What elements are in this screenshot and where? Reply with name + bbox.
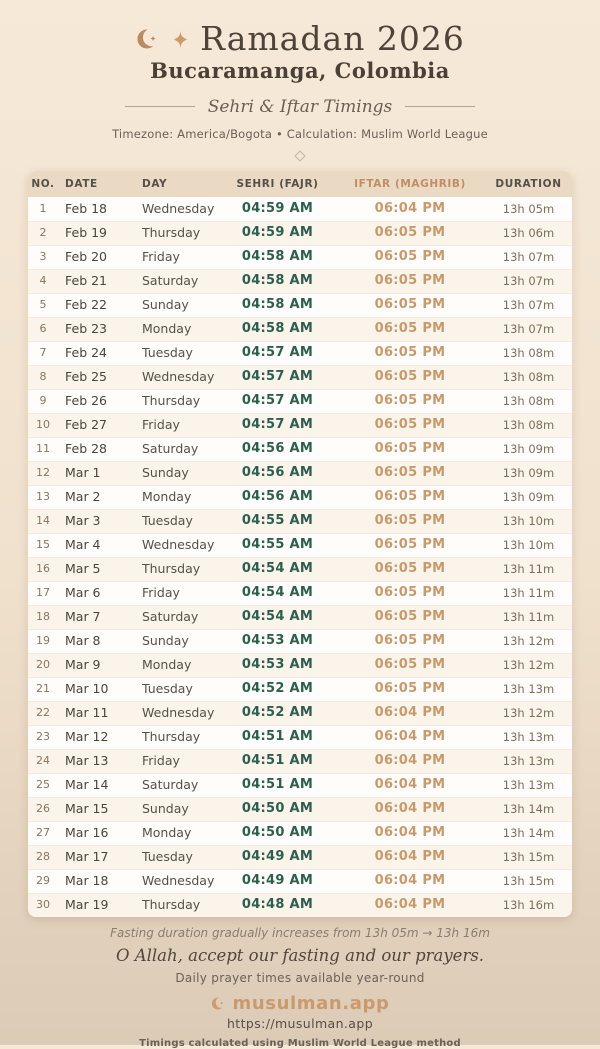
cell-iftar-time: 06:04 PM: [374, 873, 446, 889]
divider-line-right: [405, 106, 475, 107]
cell-sehri-time: 04:55 AM: [241, 513, 314, 529]
cell-iftar-time: 06:05 PM: [374, 489, 446, 505]
cell-sehri-time: 04:59 AM: [241, 201, 314, 217]
cell-day: Monday: [142, 657, 192, 673]
cell-duration: 13h 12m: [502, 657, 555, 672]
cell-sehri-time: 04:50 AM: [241, 825, 314, 841]
table-row: [28, 557, 572, 581]
cell-iftar-time: 06:04 PM: [374, 201, 446, 217]
cell-sehri-time: 04:57 AM: [241, 417, 314, 433]
cell-sehri-time: 04:58 AM: [241, 321, 314, 337]
table-row: [28, 413, 572, 437]
cell-no: 16: [36, 562, 50, 576]
cell-sehri-time: 04:54 AM: [241, 609, 314, 625]
cell-sehri-time: 04:58 AM: [241, 273, 314, 289]
cell-day: Wednesday: [142, 201, 215, 217]
cell-duration: 13h 10m: [502, 537, 555, 552]
column-header-date: DATE: [65, 177, 98, 190]
cell-day: Saturday: [142, 273, 199, 289]
cell-iftar-time: 06:05 PM: [374, 609, 446, 625]
cell-iftar-time: 06:05 PM: [374, 681, 446, 697]
cell-duration: 13h 08m: [502, 345, 555, 360]
cell-iftar-time: 06:04 PM: [374, 801, 446, 817]
cell-no: 3: [39, 250, 47, 264]
cell-duration: 13h 05m: [502, 201, 555, 216]
cell-day: Monday: [142, 825, 192, 841]
cell-day: Wednesday: [142, 537, 215, 553]
cell-duration: 13h 11m: [502, 561, 555, 576]
cell-iftar-time: 06:05 PM: [374, 561, 446, 577]
cell-duration: 13h 13m: [502, 729, 555, 744]
column-header-iftar: IFTAR (MAGHRIB): [354, 177, 466, 190]
cell-date: Mar 1: [65, 465, 101, 481]
table-row: [28, 389, 572, 413]
cell-day: Thursday: [142, 393, 201, 409]
dua-text: O Allah, accept our fasting and our prayers.: [115, 945, 485, 965]
calculation-method-note: Timings calculated using Muslim World League method: [139, 1037, 461, 1049]
cell-sehri-time: 04:56 AM: [241, 489, 314, 505]
cell-iftar-time: 06:04 PM: [374, 729, 446, 745]
table-row: [28, 533, 572, 557]
cell-sehri-time: 04:58 AM: [241, 249, 314, 265]
cell-sehri-time: 04:57 AM: [241, 345, 314, 361]
cell-date: Mar 8: [65, 633, 101, 649]
cell-iftar-time: 06:04 PM: [374, 825, 446, 841]
title-row: [0, 19, 600, 58]
table-row: [28, 845, 572, 869]
cell-no: 12: [36, 466, 50, 480]
cell-day: Thursday: [142, 897, 201, 913]
fasting-duration-note: Fasting duration gradually increases from 13h 05m → 13h 16m: [110, 925, 490, 940]
cell-sehri-time: 04:52 AM: [241, 705, 314, 721]
brand-name: musulman.app: [232, 992, 390, 1014]
cell-duration: 13h 15m: [502, 849, 555, 864]
column-header-day: DAY: [142, 177, 168, 190]
cell-date: Mar 6: [65, 585, 101, 601]
cell-iftar-time: 06:05 PM: [374, 513, 446, 529]
table-row: [28, 869, 572, 893]
cell-iftar-time: 06:05 PM: [374, 441, 446, 457]
page-footer: [0, 926, 600, 1049]
cell-sehri-time: 04:57 AM: [241, 369, 314, 385]
table-row: [28, 269, 572, 293]
cell-date: Mar 3: [65, 513, 101, 529]
cell-day: Friday: [142, 585, 180, 601]
cell-date: Mar 12: [65, 729, 109, 745]
table-row: [28, 749, 572, 773]
cell-iftar-time: 06:05 PM: [374, 537, 446, 553]
cell-day: Friday: [142, 249, 180, 265]
cell-sehri-time: 04:56 AM: [241, 465, 314, 481]
cell-no: 28: [36, 850, 50, 864]
diamond-icon: [0, 152, 600, 162]
cell-date: Feb 26: [65, 393, 108, 409]
column-header-sehri: SEHRI (FAJR): [236, 177, 319, 190]
cell-no: 17: [36, 586, 50, 600]
cell-date: Feb 27: [65, 417, 108, 433]
cell-day: Wednesday: [142, 705, 215, 721]
timings-table: [28, 171, 572, 917]
cell-duration: 13h 08m: [502, 369, 555, 384]
cell-duration: 13h 08m: [502, 417, 555, 432]
cell-day: Tuesday: [142, 681, 193, 697]
cell-date: Feb 19: [65, 225, 108, 241]
cell-date: Mar 5: [65, 561, 101, 577]
cell-sehri-time: 04:53 AM: [241, 633, 314, 649]
cell-day: Monday: [142, 489, 192, 505]
cell-day: Friday: [142, 753, 180, 769]
cell-duration: 13h 11m: [502, 585, 555, 600]
cell-duration: 13h 11m: [502, 609, 555, 624]
cell-sehri-time: 04:49 AM: [241, 849, 314, 865]
cell-duration: 13h 14m: [502, 801, 555, 816]
cell-sehri-time: 04:54 AM: [241, 585, 314, 601]
page-header: [0, 0, 600, 162]
cell-no: 24: [36, 754, 50, 768]
cell-duration: 13h 07m: [502, 273, 555, 288]
cell-date: Mar 2: [65, 489, 101, 505]
cell-no: 15: [36, 538, 50, 552]
cell-sehri-time: 04:49 AM: [241, 873, 314, 889]
cell-iftar-time: 06:05 PM: [374, 585, 446, 601]
cell-iftar-time: 06:05 PM: [374, 369, 446, 385]
cell-no: 30: [36, 898, 50, 912]
cell-duration: 13h 07m: [502, 297, 555, 312]
crescent-star-icon: [135, 26, 161, 52]
cell-iftar-time: 06:05 PM: [374, 657, 446, 673]
cell-sehri-time: 04:57 AM: [241, 393, 314, 409]
table-row: [28, 341, 572, 365]
table-row: [28, 365, 572, 389]
cell-iftar-time: 06:05 PM: [374, 633, 446, 649]
cell-day: Sunday: [142, 465, 189, 481]
cell-date: Feb 23: [65, 321, 108, 337]
table-row: [28, 509, 572, 533]
cell-day: Saturday: [142, 441, 199, 457]
cell-sehri-time: 04:53 AM: [241, 657, 314, 673]
cell-duration: 13h 13m: [502, 681, 555, 696]
cell-duration: 13h 13m: [502, 777, 555, 792]
cell-day: Sunday: [142, 801, 189, 817]
cell-sehri-time: 04:54 AM: [241, 561, 314, 577]
table-row: [28, 629, 572, 653]
cell-date: Feb 28: [65, 441, 108, 457]
cell-duration: 13h 15m: [502, 873, 555, 888]
cell-sehri-time: 04:51 AM: [241, 777, 314, 793]
cell-date: Feb 22: [65, 297, 108, 313]
cell-iftar-time: 06:04 PM: [374, 705, 446, 721]
cell-sehri-time: 04:58 AM: [241, 297, 314, 313]
cell-day: Tuesday: [142, 849, 193, 865]
cell-sehri-time: 04:59 AM: [241, 225, 314, 241]
cell-iftar-time: 06:05 PM: [374, 273, 446, 289]
column-header-duration: DURATION: [495, 177, 562, 190]
cell-no: 6: [39, 322, 47, 336]
cell-duration: 13h 16m: [502, 897, 555, 912]
cell-no: 23: [36, 730, 50, 744]
table-row: [28, 197, 572, 221]
cell-no: 2: [39, 226, 47, 240]
cell-no: 21: [36, 682, 50, 696]
cell-no: 8: [39, 370, 47, 384]
cell-no: 4: [39, 274, 47, 288]
table-row: [28, 461, 572, 485]
cell-duration: 13h 06m: [502, 225, 555, 240]
cell-day: Monday: [142, 321, 192, 337]
cell-day: Saturday: [142, 609, 199, 625]
table-row: [28, 581, 572, 605]
cell-date: Feb 20: [65, 249, 108, 265]
availability-text: Daily prayer times available year-round: [175, 970, 425, 985]
cell-iftar-time: 06:04 PM: [374, 849, 446, 865]
cell-no: 18: [36, 610, 50, 624]
table-row: [28, 653, 572, 677]
cell-duration: 13h 12m: [502, 633, 555, 648]
cell-date: Mar 11: [65, 705, 109, 721]
cell-date: Feb 24: [65, 345, 108, 361]
cell-iftar-time: 06:05 PM: [374, 465, 446, 481]
cell-iftar-time: 06:04 PM: [374, 777, 446, 793]
cell-no: 14: [36, 514, 50, 528]
cell-date: Mar 9: [65, 657, 101, 673]
table-row: [28, 725, 572, 749]
cell-no: 9: [39, 394, 47, 408]
cell-date: Mar 19: [65, 897, 109, 913]
cell-day: Friday: [142, 417, 180, 433]
table-row: [28, 893, 572, 917]
cell-sehri-time: 04:56 AM: [241, 441, 314, 457]
table-header-row: [28, 171, 572, 197]
page-title: Ramadan 2026: [200, 19, 465, 58]
cell-date: Mar 7: [65, 609, 101, 625]
cell-no: 22: [36, 706, 50, 720]
cell-duration: 13h 10m: [502, 513, 555, 528]
cell-day: Sunday: [142, 633, 189, 649]
table-body: [28, 197, 572, 917]
cell-no: 1: [39, 202, 47, 216]
cell-sehri-time: 04:50 AM: [241, 801, 314, 817]
cell-day: Thursday: [142, 561, 201, 577]
timings-subtitle: Sehri & Iftar Timings: [207, 96, 393, 117]
cell-iftar-time: 06:05 PM: [374, 297, 446, 313]
crescent-icon: [211, 996, 226, 1011]
cell-iftar-time: 06:05 PM: [374, 393, 446, 409]
cell-iftar-time: 06:05 PM: [374, 321, 446, 337]
table-row: [28, 677, 572, 701]
cell-date: Mar 4: [65, 537, 101, 553]
cell-day: Thursday: [142, 729, 201, 745]
cell-date: Mar 10: [65, 681, 109, 697]
table-row: [28, 437, 572, 461]
cell-no: 10: [36, 418, 50, 432]
cell-iftar-time: 06:04 PM: [374, 897, 446, 913]
cell-duration: 13h 13m: [502, 753, 555, 768]
cell-date: Mar 14: [65, 777, 109, 793]
location-subtitle: Bucaramanga, Colombia: [150, 57, 450, 83]
cell-duration: 13h 07m: [502, 249, 555, 264]
brand-link[interactable]: [0, 993, 600, 1014]
cell-day: Thursday: [142, 225, 201, 241]
cell-date: Mar 17: [65, 849, 109, 865]
column-header-no: NO.: [31, 177, 55, 190]
cell-day: Sunday: [142, 297, 189, 313]
cell-duration: 13h 08m: [502, 393, 555, 408]
cell-no: 7: [39, 346, 47, 360]
cell-sehri-time: 04:51 AM: [241, 729, 314, 745]
table-row: [28, 821, 572, 845]
cell-duration: 13h 12m: [502, 705, 555, 720]
cell-day: Wednesday: [142, 873, 215, 889]
table-row: [28, 773, 572, 797]
cell-date: Feb 18: [65, 201, 108, 217]
cell-no: 19: [36, 634, 50, 648]
cell-no: 20: [36, 658, 50, 672]
sparkle-icon: [170, 29, 191, 50]
cell-sehri-time: 04:55 AM: [241, 537, 314, 553]
cell-date: Mar 13: [65, 753, 109, 769]
cell-sehri-time: 04:48 AM: [241, 897, 314, 913]
cell-no: 11: [36, 442, 50, 456]
table-row: [28, 221, 572, 245]
cell-no: 13: [36, 490, 50, 504]
cell-sehri-time: 04:51 AM: [241, 753, 314, 769]
cell-date: Feb 21: [65, 273, 108, 289]
cell-iftar-time: 06:05 PM: [374, 249, 446, 265]
divider-line-left: [125, 106, 195, 107]
cell-iftar-time: 06:05 PM: [374, 345, 446, 361]
cell-date: Mar 18: [65, 873, 109, 889]
cell-duration: 13h 14m: [502, 825, 555, 840]
cell-duration: 13h 09m: [502, 441, 555, 456]
brand-url[interactable]: https://musulman.app: [226, 1015, 374, 1031]
cell-day: Wednesday: [142, 369, 215, 385]
cell-no: 26: [36, 802, 50, 816]
table-row: [28, 701, 572, 725]
table-row: [28, 797, 572, 821]
table-row: [28, 485, 572, 509]
cell-no: 29: [36, 874, 50, 888]
cell-date: Mar 15: [65, 801, 109, 817]
cell-iftar-time: 06:04 PM: [374, 753, 446, 769]
cell-no: 5: [39, 298, 47, 312]
timezone-calculation-meta: Timezone: America/Bogota • Calculation: Muslim World League: [112, 126, 488, 141]
cell-day: Tuesday: [142, 513, 193, 529]
cell-day: Tuesday: [142, 345, 193, 361]
cell-date: Mar 16: [65, 825, 109, 841]
cell-date: Feb 25: [65, 369, 108, 385]
cell-duration: 13h 07m: [502, 321, 555, 336]
cell-sehri-time: 04:52 AM: [241, 681, 314, 697]
cell-iftar-time: 06:05 PM: [374, 417, 446, 433]
cell-duration: 13h 09m: [502, 465, 555, 480]
table-row: [28, 293, 572, 317]
cell-no: 27: [36, 826, 50, 840]
cell-iftar-time: 06:05 PM: [374, 225, 446, 241]
table-row: [28, 605, 572, 629]
table-row: [28, 317, 572, 341]
table-row: [28, 245, 572, 269]
cell-duration: 13h 09m: [502, 489, 555, 504]
subtitle-row: [0, 97, 600, 117]
cell-no: 25: [36, 778, 50, 792]
cell-day: Saturday: [142, 777, 199, 793]
